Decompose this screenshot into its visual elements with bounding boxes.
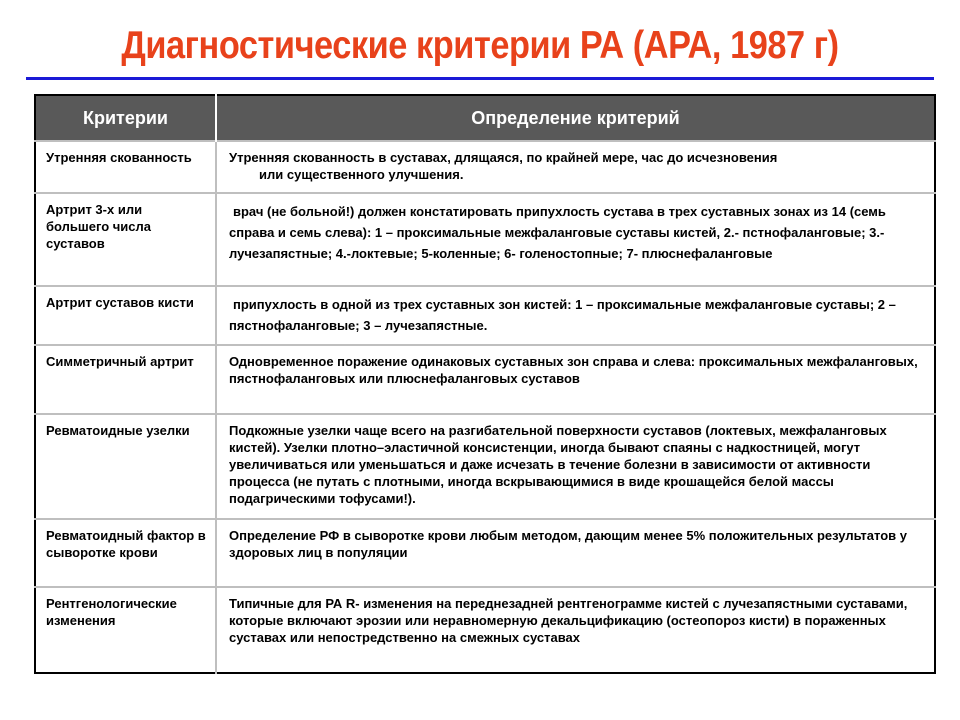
table-row <box>35 286 935 345</box>
definition-cell <box>216 193 935 286</box>
criterion-cell: Утренняя скованность <box>35 141 216 193</box>
definition-cell <box>216 141 935 193</box>
criterion-cell: Артрит суставов кисти <box>35 286 216 345</box>
table-row <box>35 345 935 414</box>
definition-cell: Подкожные узелки чаще всего на разгибательной поверхности суставов (локтевых, межфаланговых кистей). Узелки плотно–эластичной консистенции, иногда бывают спаяны с надкостницей, могут увеличиваться или уменьшаться и даже исчезать в течение болезни в зависимости от активности процесса (не путать с плотными, иногда вскрывающимися в виде крошащейся белой массы подагрическими тофусами!). <box>216 414 935 519</box>
table-row <box>35 519 935 587</box>
page-title: Диагностические критерии РА (АРА, 1987 г) <box>121 24 839 67</box>
criterion-cell: Рентгенологические изменения <box>35 587 216 673</box>
definition-line: Утренняя скованность в суставах, длящаяся, по крайней мере, час до исчезновения <box>229 150 778 165</box>
criteria-table <box>34 94 936 674</box>
table-row <box>35 193 935 286</box>
table-row <box>35 141 935 193</box>
title-underline <box>26 77 934 80</box>
definition-cell: Определение РФ в сыворотке крови любым методом, дающим менее 5% положительных результатов у здоровых лиц в популяции <box>216 519 935 587</box>
definition-cell <box>216 286 935 345</box>
table-row <box>35 414 935 519</box>
definition-text: припухлость в одной из трех суставных зон кистей: 1 – проксимальные межфаланговые суставы; 2 – пястнофаланговые; 3 – лучезапястные. <box>229 297 896 333</box>
header-criteria: Критерии <box>35 95 216 141</box>
criterion-cell: Симметричный артрит <box>35 345 216 414</box>
header-definition: Определение критерий <box>216 95 935 141</box>
criterion-cell: Артрит 3-х или большего числа суставов <box>35 193 216 286</box>
table-row <box>35 587 935 673</box>
criterion-cell: Ревматоидные узелки <box>35 414 216 519</box>
definition-text: врач (не больной!) должен констатировать припухлость сустава в трех суставных зонах из 14 (семь справа и семь слева): 1 – проксимальные межфаланговые суставы кистей, 2.- пстнофаланговые; 3.- лучезапястные; 4.-локтевые; 5-коленные; 6- голеностопные; 7- плюснефаланговые <box>229 204 886 261</box>
table-header-row <box>35 95 935 141</box>
definition-cell: Типичные для РА R- изменения на переднезадней рентгенограмме кистей с лучезапястными суставами, которые включают эрозии или неравномерную декальцификацию (остеопороз кисти) в пораженных суставах или непостредственно на смежных суставах <box>216 587 935 673</box>
criterion-cell: Ревматоидный фактор в сыворотке крови <box>35 519 216 587</box>
definition-line: или существенного улучшения. <box>259 167 464 182</box>
definition-cell: Одновременное поражение одинаковых суставных зон справа и слева: проксимальных межфаланговых, пястнофаланговых или плюснефаланговых суставов <box>216 345 935 414</box>
